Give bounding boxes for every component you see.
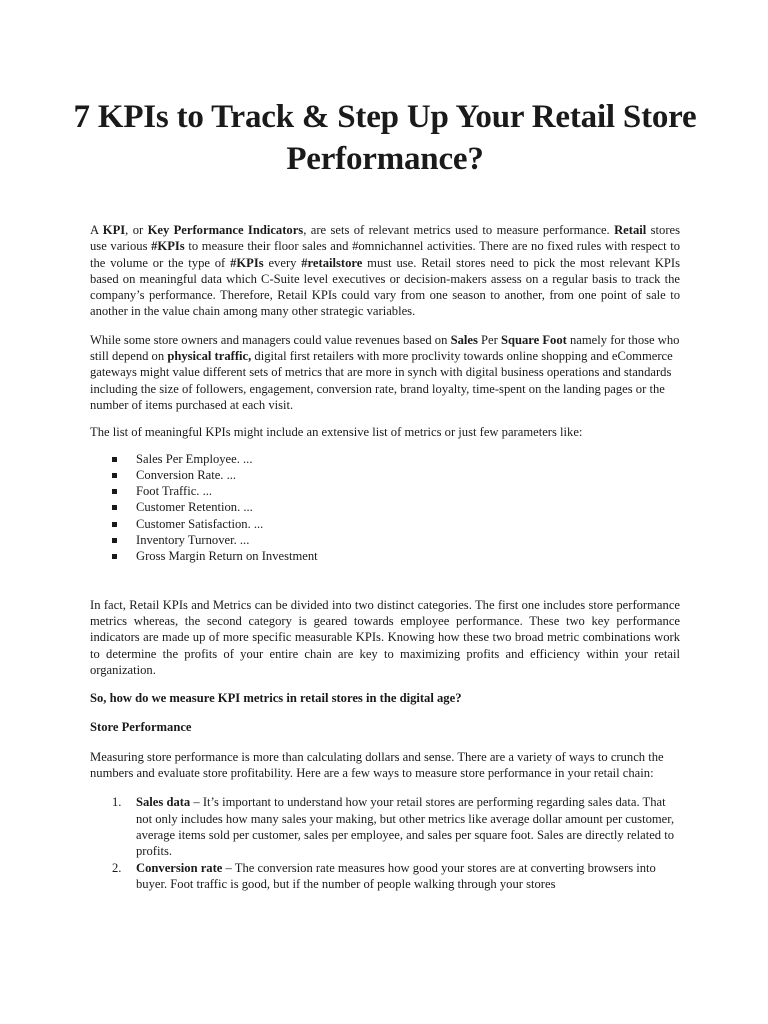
intro-bold-kpi-full: Key Performance Indicators <box>147 223 304 237</box>
sales-paragraph <box>90 332 680 413</box>
intro-text-3: , are sets of relevant metrics used to measure performance. <box>303 223 615 237</box>
sales-bold-square-foot: Square Foot <box>500 332 567 347</box>
question-heading: So, how do we measure KPI metrics in retail stores in the digital age? <box>90 691 462 706</box>
sales-text-1: While some store owners and managers could value revenues based on <box>90 332 451 347</box>
list-item <box>112 548 680 564</box>
list-item-label: Sales Per Employee. ... <box>136 451 253 466</box>
list-item <box>112 794 680 859</box>
intro-text-2: , or <box>125 223 148 237</box>
intro-text-7: must use. Retail stores need to pick the most relevant KPIs based on meaningful data which C-Suite level executives or decision-makers assess on a regular basis to track the company’s performance. Therefore, Retail KPIs could vary from one season to another, from one point of sale to another in the value chain among many other strategic variables. <box>90 255 680 319</box>
list-item <box>112 532 680 548</box>
intro-bold-retailstore-tag: #retailstore <box>301 255 363 270</box>
list-item <box>112 516 680 532</box>
sales-text-2: Per <box>477 332 501 347</box>
measure-numbered-list <box>90 794 680 892</box>
sales-text-3: namely for those who still depend on <box>90 332 680 364</box>
list-item-label: Conversion Rate. ... <box>136 467 237 482</box>
bullet-square-icon <box>112 457 117 462</box>
list-item <box>112 483 680 499</box>
intro-bold-kpis-tag-2: #KPIs <box>230 255 264 270</box>
bullet-square-icon <box>112 473 117 478</box>
document-title: 7 KPIs to Track & Step Up Your Retail Store Performance? <box>73 99 697 177</box>
store-performance-paragraph: Measuring store performance is more than calculating dollars and sense. There are a variety of ways to crunch the numbers and evaluate store profitability. Here are a few ways to measure store performance in your retail chain: <box>90 749 664 781</box>
intro-text-1: A <box>90 223 103 237</box>
store-performance-heading: Store Performance <box>90 720 192 735</box>
sales-bold-sales: Sales <box>450 332 478 347</box>
list-item <box>112 860 680 893</box>
intro-bold-kpis-tag: #KPIs <box>151 239 185 254</box>
sales-text-4: digital first retailers with more proclivity towards online shopping and eCommerce gateways might value different sets of metrics that are more in synch with digital business operations and standards including the size of followers, engagement, conversion rate, brand loyalty, time-spent on the landing pages or the number of items purchased at each visit. <box>90 349 673 412</box>
intro-text-5: to measure their floor sales and #omnichannel activities. There are no fixed rules with respect to the volume or the type of <box>90 239 680 270</box>
list-item-label: Customer Retention. ... <box>136 500 253 515</box>
list-item <box>112 467 680 483</box>
list-item-number: 1. <box>112 795 122 810</box>
list-item-bold-term: Sales data <box>136 795 191 810</box>
intro-text-6: every <box>263 255 302 270</box>
list-item-number: 2. <box>112 860 122 875</box>
intro-paragraph <box>90 222 680 320</box>
intro-bold-kpi: KPI <box>102 223 126 237</box>
kpi-bullet-list <box>90 451 680 565</box>
list-item-label: Inventory Turnover. ... <box>136 533 250 548</box>
list-item <box>112 451 680 467</box>
intro-text-4: stores use various <box>90 223 681 254</box>
bullet-square-icon <box>112 505 117 510</box>
list-item-label: Foot Traffic. ... <box>136 484 213 499</box>
list-item-bold-term: Conversion rate <box>136 860 223 875</box>
document-page <box>73 96 697 892</box>
list-item-text: – The conversion rate measures how good your stores are at converting browsers into buyer. Foot traffic is good, but if the number of people walking through your stores <box>136 860 656 891</box>
list-intro-paragraph: The list of meaningful KPIs might include an extensive list of metrics or just few parameters like: <box>90 425 583 440</box>
bullet-square-icon <box>112 538 117 543</box>
sales-bold-physical-traffic: physical traffic, <box>167 349 252 364</box>
list-item-text: – It’s important to understand how your retail stores are performing regarding sales data. That not only includes how many sales your making, but other metrics like average dollar amount per customer, average items sold per customer, sales per employee, and sales per square foot. Sales are directly related to profits. <box>136 795 675 859</box>
intro-bold-retail: Retail <box>614 223 647 237</box>
categories-paragraph: In fact, Retail KPIs and Metrics can be divided into two distinct categories. The first one includes store performance metrics whereas, the second category is geared towards employee performance. These two key performance indicators are made up of more specific measurable KPIs. Knowing how these two broad metric combinations work to determine the profits of your entire chain are key to maximizing profits and efficiency within your retail organization. <box>90 597 680 677</box>
bullet-square-icon <box>112 554 117 559</box>
list-item-label: Customer Satisfaction. ... <box>136 516 264 531</box>
bullet-square-icon <box>112 522 117 527</box>
list-item <box>112 499 680 515</box>
bullet-square-icon <box>112 489 117 494</box>
list-item-label: Gross Margin Return on Investment <box>136 549 318 564</box>
